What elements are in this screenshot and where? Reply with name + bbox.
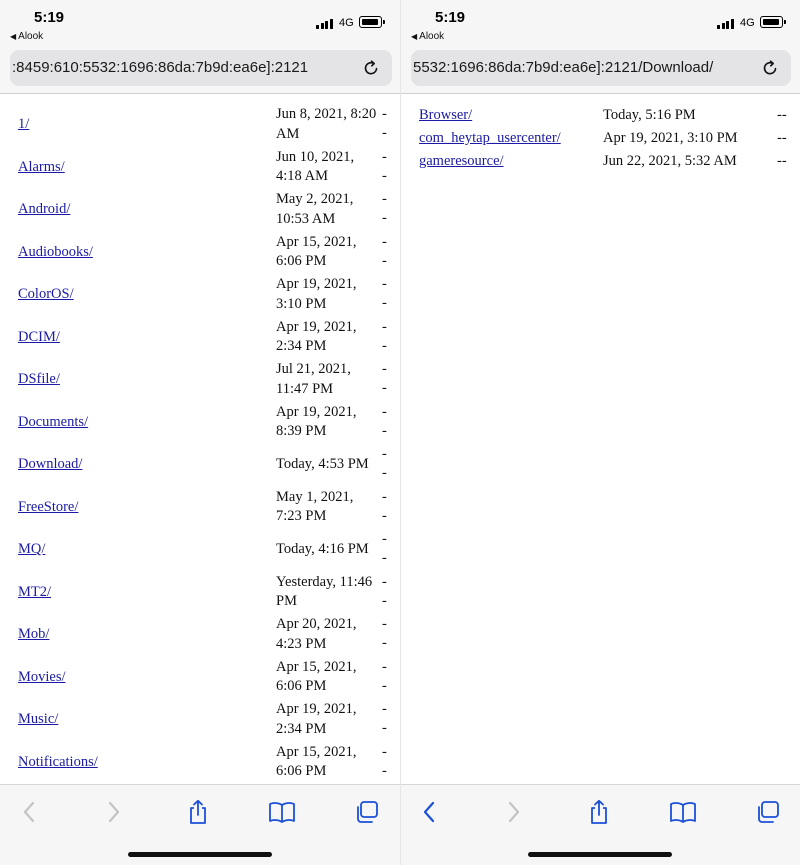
table-row <box>0 104 400 146</box>
table-row <box>401 104 800 127</box>
table-row <box>0 189 400 231</box>
directory-link[interactable]: Alarms/ <box>18 158 65 175</box>
directory-link[interactable]: Android/ <box>18 201 71 217</box>
directory-link[interactable]: DSfile/ <box>18 371 60 387</box>
table-row <box>0 317 400 359</box>
size-value: - <box>382 167 387 184</box>
modified-date: Today, 5:16 PM <box>603 107 696 123</box>
share-icon[interactable] <box>584 799 614 825</box>
size-value: - <box>382 148 387 165</box>
directory-link[interactable]: ColorOS/ <box>18 286 74 302</box>
table-row <box>0 742 400 784</box>
network-type: 4G <box>339 17 354 29</box>
table-row <box>0 359 400 401</box>
url-text[interactable]: :8459:610:5532:1696:86da:7b9d:ea6e]:2121 <box>12 59 309 76</box>
table-row <box>401 150 800 173</box>
table-row <box>0 147 400 189</box>
home-indicator <box>128 852 272 857</box>
back-chevron-icon[interactable] <box>14 799 44 825</box>
status-time: 5:19 <box>34 9 65 26</box>
address-bar[interactable] <box>10 50 392 86</box>
browser-header <box>0 0 400 94</box>
modified-date: Apr 19, 2021, 3:10 PM <box>603 130 738 146</box>
bookmarks-book-icon[interactable] <box>668 799 698 825</box>
modified-date: Apr 19, 2021, 3:10 PM <box>276 276 357 312</box>
size-value: - <box>382 318 387 335</box>
size-value: - <box>382 701 387 717</box>
size-value: - <box>382 106 387 122</box>
size-value: - <box>382 125 387 141</box>
size-value: - <box>382 191 387 207</box>
modified-date: Today, 4:16 PM <box>276 541 369 557</box>
modified-date: Jun 8, 2021, 8:20 AM <box>276 106 377 142</box>
cellular-signal-icon <box>316 18 333 29</box>
modified-date: Apr 19, 2021, 8:39 PM <box>276 403 357 439</box>
directory-link[interactable]: Notifications/ <box>18 753 98 770</box>
size-value: -- <box>777 107 787 123</box>
size-value: - <box>382 403 387 420</box>
back-app-label: Alook <box>18 31 44 42</box>
size-value: -- <box>777 153 787 169</box>
table-row <box>0 572 400 614</box>
modified-date: Apr 15, 2021, 6:06 PM <box>276 233 357 269</box>
browser-header <box>401 0 800 94</box>
tabs-icon[interactable] <box>352 799 382 825</box>
bookmarks-book-icon[interactable] <box>267 799 297 825</box>
size-value: - <box>382 635 387 651</box>
directory-link[interactable]: Browser/ <box>419 107 473 123</box>
back-chevron-icon[interactable] <box>414 799 444 825</box>
table-row <box>0 487 400 529</box>
reload-icon[interactable] <box>362 59 380 77</box>
table-row <box>0 274 400 316</box>
size-value: - <box>382 507 387 524</box>
size-value: - <box>382 616 387 632</box>
size-value: - <box>382 422 387 439</box>
modified-date: Apr 20, 2021, 4:23 PM <box>276 616 357 652</box>
modified-date: Apr 19, 2021, 2:34 PM <box>276 318 357 354</box>
modified-date: Apr 15, 2021, 6:06 PM <box>276 743 357 779</box>
directory-link[interactable]: Movies/ <box>18 668 66 685</box>
directory-link[interactable]: Mob/ <box>18 626 50 642</box>
back-to-app-link[interactable] <box>10 31 43 42</box>
table-row <box>401 127 800 150</box>
forward-chevron-icon[interactable] <box>99 799 129 825</box>
size-value: - <box>382 233 387 250</box>
size-value: - <box>382 658 387 675</box>
size-value: - <box>382 550 387 566</box>
size-value: - <box>382 276 387 292</box>
modified-date: Jun 22, 2021, 5:32 AM <box>603 153 737 169</box>
home-indicator <box>528 852 672 857</box>
modified-date: Jul 21, 2021, 11:47 PM <box>276 361 351 397</box>
directory-link[interactable]: Audiobooks/ <box>18 243 93 260</box>
size-value: - <box>382 361 387 377</box>
size-value: - <box>382 380 387 396</box>
modified-date: Jun 10, 2021, 4:18 AM <box>276 148 355 184</box>
size-value: - <box>382 743 387 760</box>
directory-link[interactable]: Download/ <box>18 456 83 472</box>
table-row <box>0 444 400 486</box>
back-triangle-icon: ◀ <box>10 32 17 41</box>
directory-link[interactable]: DCIM/ <box>18 328 60 345</box>
address-bar[interactable] <box>411 50 791 86</box>
directory-link[interactable]: gameresource/ <box>419 153 504 169</box>
url-text[interactable]: 5532:1696:86da:7b9d:ea6e]:2121/Download/ <box>413 59 714 76</box>
browser-window-right <box>401 0 800 865</box>
cellular-signal-icon <box>717 18 734 29</box>
directory-link[interactable]: FreeStore/ <box>18 498 79 515</box>
modified-date: Yesterday, 11:46 PM <box>276 573 373 609</box>
directory-link[interactable]: MT2/ <box>18 583 52 600</box>
size-value: - <box>382 677 387 694</box>
size-value: - <box>382 465 387 481</box>
size-value: - <box>382 573 387 590</box>
size-value: - <box>382 488 387 505</box>
network-type: 4G <box>740 17 755 29</box>
directory-link[interactable]: 1/ <box>18 116 30 132</box>
directory-link[interactable]: Music/ <box>18 711 59 727</box>
size-value: - <box>382 531 387 547</box>
battery-icon <box>359 16 382 28</box>
directory-link[interactable]: Documents/ <box>18 413 89 430</box>
back-app-label: Alook <box>419 31 445 42</box>
table-row <box>0 614 400 656</box>
battery-icon <box>760 16 783 28</box>
size-value: - <box>382 252 387 269</box>
table-row <box>0 657 400 699</box>
table-row <box>0 402 400 444</box>
forward-chevron-icon[interactable] <box>499 799 529 825</box>
tabs-icon[interactable] <box>753 799 783 825</box>
directory-link[interactable]: MQ/ <box>18 541 46 557</box>
modified-date: Apr 19, 2021, 2:34 PM <box>276 701 357 737</box>
size-value: - <box>382 337 387 354</box>
size-value: - <box>382 762 387 779</box>
back-triangle-icon: ◀ <box>411 32 418 41</box>
size-value: - <box>382 446 387 462</box>
size-value: - <box>382 592 387 609</box>
back-to-app-link[interactable] <box>411 31 444 42</box>
modified-date: Apr 15, 2021, 6:06 PM <box>276 658 357 694</box>
table-row <box>0 232 400 274</box>
table-row <box>0 699 400 741</box>
size-value: - <box>382 210 387 226</box>
reload-icon[interactable] <box>761 59 779 77</box>
modified-date: May 1, 2021, 7:23 PM <box>276 488 354 524</box>
table-row <box>0 529 400 571</box>
directory-link[interactable]: com_heytap_usercenter/ <box>419 130 561 146</box>
share-icon[interactable] <box>183 799 213 825</box>
size-value: -- <box>777 130 787 146</box>
size-value: - <box>382 720 387 736</box>
modified-date: Today, 4:53 PM <box>276 456 369 472</box>
modified-date: May 2, 2021, 10:53 AM <box>276 191 354 227</box>
size-value: - <box>382 295 387 311</box>
status-time: 5:19 <box>435 9 466 26</box>
